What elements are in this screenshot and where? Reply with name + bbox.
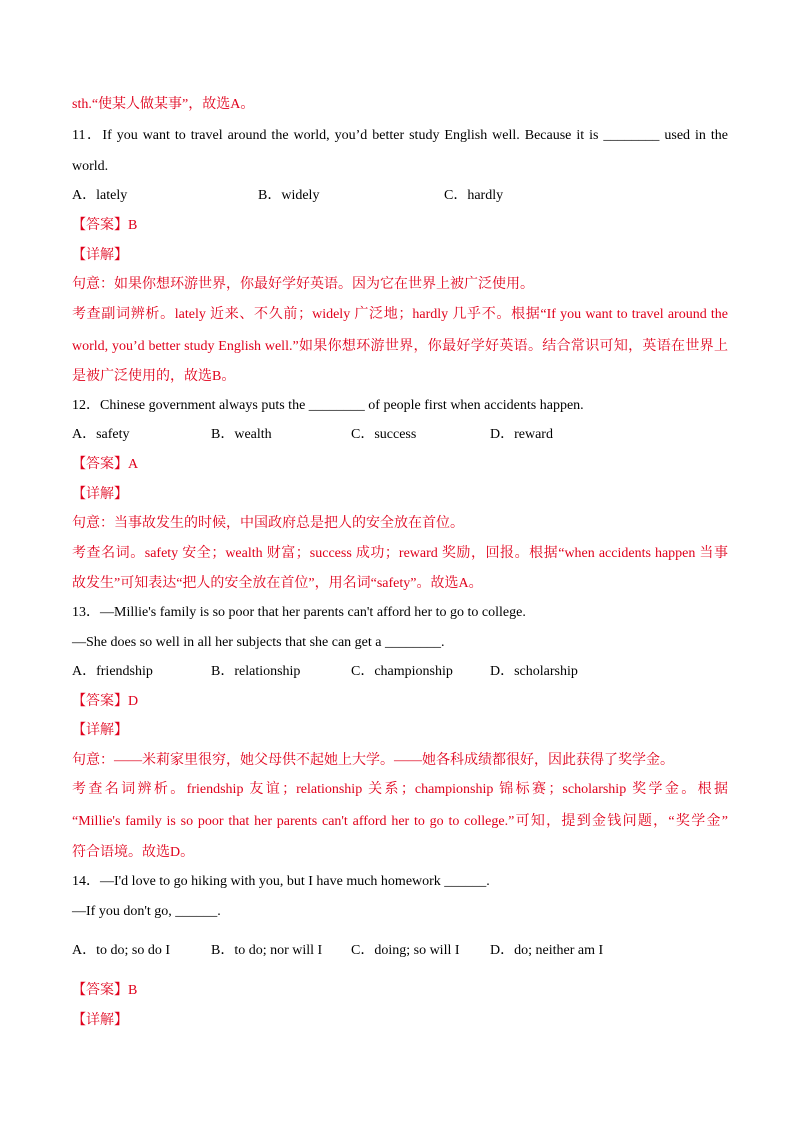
option-b: B．widely (258, 188, 320, 203)
question-11-line-2: world. (72, 159, 109, 174)
option-b: B．relationship (211, 664, 301, 679)
option-b: B．to do; nor will I (211, 943, 323, 958)
question-11-explanation-3: 是被广泛使用的，故选B。 (72, 369, 236, 384)
question-13-detail-label: 【详解】 (72, 723, 128, 738)
option-b: B．wealth (211, 427, 272, 442)
question-14-answer: 【答案】B (72, 983, 138, 998)
question-13-answer: 【答案】D (72, 694, 139, 709)
question-13-explanation-2: “Millie's family is so poor that her parents can't afford her to go to college.”可知，提到金钱问题，“奖学金” (72, 814, 728, 829)
question-13-line-1: 13．—Millie's family is so poor that her parents can't afford her to go to college. (72, 605, 526, 620)
question-13-meaning: 句意：——米莉家里很穷，她父母供不起她上大学。——她各科成绩都很好，因此获得了奖学金。 (72, 753, 674, 768)
option-c: C．championship (351, 664, 453, 679)
option-d: D．scholarship (490, 664, 578, 679)
option-a: A．safety (72, 427, 130, 442)
question-13-explanation-1: 考查名词辨析。friendship 友谊；relationship 关系；championship 锦标赛；scholarship 奖学金。根据 (72, 782, 728, 797)
question-12-answer: 【答案】A (72, 457, 139, 472)
question-12: 12．Chinese government always puts the ________ of people first when accidents happen. (72, 398, 584, 413)
option-c: C．doing; so will I (351, 943, 460, 958)
question-11-explanation-2: world, you’d better study English well.”如果你想环游世界，你最好学好英语。结合常识可知，英语在世界上 (72, 339, 728, 354)
question-11-explanation-1: 考查副词辨析。lately 近来、不久前；widely 广泛地；hardly 几乎不。根据“If you want to travel around the (72, 307, 728, 322)
question-12-detail-label: 【详解】 (72, 487, 128, 502)
question-11-meaning: 句意：如果你想环游世界，你最好学好英语。因为它在世界上被广泛使用。 (72, 277, 534, 292)
question-13-explanation-3: 符合语境。故选D。 (72, 845, 195, 860)
question-14-detail-label: 【详解】 (72, 1013, 128, 1028)
option-c: C．hardly (444, 188, 504, 203)
question-11-line-1: 11．If you want to travel around the world, you’d better study English well. Because it is ________ used in the (72, 128, 728, 143)
option-a: A．lately (72, 188, 128, 203)
option-c: C．success (351, 427, 417, 442)
question-14-line-1: 14．—I'd love to go hiking with you, but I have much homework ______. (72, 874, 490, 889)
question-13-line-2: —She does so well in all her subjects that she can get a ________. (72, 635, 445, 650)
question-11-answer: 【答案】B (72, 218, 138, 233)
option-a: A．friendship (72, 664, 153, 679)
question-12-explanation-1: 考查名词。safety 安全；wealth 财富；success 成功；reward 奖励，回报。根据“when accidents happen 当事 (72, 546, 728, 561)
option-d: D．reward (490, 427, 553, 442)
question-12-meaning: 句意：当事故发生的时候，中国政府总是把人的安全放在首位。 (72, 516, 464, 531)
question-12-explanation-2: 故发生”可知表达“把人的安全放在首位”，用名词“safety”。故选A。 (72, 576, 483, 591)
prev-explanation-tail: sth.“使某人做某事”，故选A。 (72, 97, 255, 112)
option-d: D．do; neither am I (490, 943, 604, 958)
option-a: A．to do; so do I (72, 943, 170, 958)
question-14-line-2: —If you don't go, ______. (72, 904, 221, 919)
question-11-detail-label: 【详解】 (72, 248, 128, 263)
